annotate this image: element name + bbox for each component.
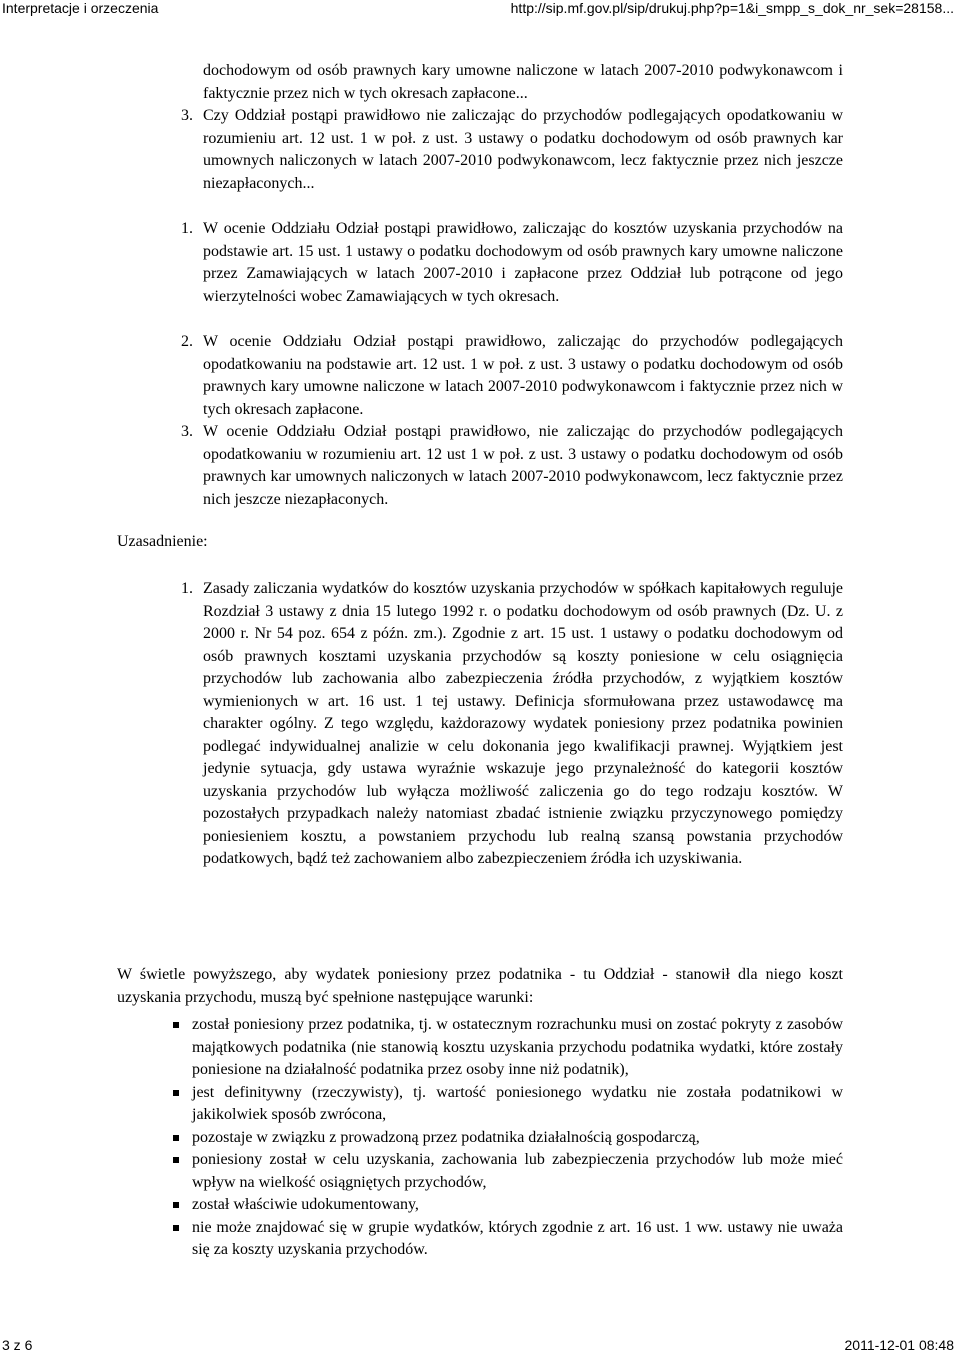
question-2-tail: dochodowym od osób prawnych kary umowne naliczone w latach 2007-2010 podwykonawcom i faktycznie przez nich w tych okresach zapłacone...: [203, 62, 843, 102]
condition-item: został właściwie udokumentowany,: [173, 1194, 843, 1217]
bullet-icon: [173, 1022, 179, 1028]
footer-page-number: 3 z 6: [2, 1337, 33, 1353]
justification-label: Uzasadnienie:: [117, 533, 208, 550]
bullet-icon: [173, 1202, 179, 1208]
condition-item: poniesiony został w celu uzyskania, zachowania lub zabezpieczenia przychodów lub może mieć wpływ na wielkość osiągniętych przychodów,: [173, 1149, 843, 1194]
position-1-number: 1.: [181, 220, 193, 237]
condition-item: został poniesiony przez podatnika, tj. w ostatecznym rozrachunku musi on zostać pokryty z zasobów majątkowych podatnika (nie stanowią kosztu uzyskania przychodu podatnika wydatki, które zostały poniesione na działalność podatnika przez osoby inne niż podatnik),: [173, 1014, 843, 1082]
header-url: http://sip.mf.gov.pl/sip/drukuj.php?p=1&i_smpp_s_dok_nr_sek=28158...: [510, 0, 954, 16]
position-1-text: W ocenie Oddziału Odział postąpi prawidłowo, zaliczając do kosztów uzyskania przychodów na podstawie art. 15 ust. 1 ustawy o podatku dochodowym od osób prawnych kary umowne naliczone przez Zamawiających w latach 2007-2010 i zapłacone przez Oddział lub potrącone od jego wierzytelności wobec Zamawiających w tych okresach.: [203, 220, 843, 305]
bullet-icon: [173, 1225, 179, 1231]
position-2-text: W ocenie Oddziału Odział postąpi prawidłowo, zaliczając do przychodów podlegających opodatkowaniu na podstawie art. 12 ust. 1 w poł. z ust. 3 ustawy o podatku dochodowym od osób prawnych kary umowne naliczone w latach 2007-2010 podwykonawcom i faktycznie przez nich w tych okresach zapłacone.: [203, 333, 843, 418]
bullet-icon: [173, 1135, 179, 1141]
justification-point-1-number: 1.: [181, 580, 193, 597]
bullet-icon: [173, 1090, 179, 1096]
conditions-intro: W świetle powyższego, aby wydatek poniesiony przez podatnika - tu Oddział - stanowił dla niego koszt uzyskania przychodu, muszą być spełnione następujące warunki:: [117, 966, 843, 1006]
footer-timestamp: 2011-12-01 08:48: [844, 1337, 954, 1353]
header-site-title: Interpretacje i orzeczenia: [2, 0, 159, 16]
condition-item: nie może znajdować się w grupie wydatków, których zgodnie z art. 16 ust. 1 ww. ustawy nie uważa się za koszty uzyskania przychodów.: [173, 1217, 843, 1262]
position-2-number: 2.: [181, 333, 193, 350]
position-3-text: W ocenie Oddziału Odział postąpi prawidłowo, nie zaliczając do przychodów podlegających opodatkowaniu w rozumieniu art. 12 ust 1 w poł. z ust. 3 ustawy o podatku dochodowym od osób prawnych kar umownych naliczonych w latach 2007-2010 podwykonawcom, lecz faktycznie przez nich jeszcze niezapłaconych.: [203, 423, 843, 508]
justification-point-1-text: Zasady zaliczania wydatków do kosztów uzyskania przychodów w spółkach kapitałowych reguluje Rozdział 3 ustawy z dnia 15 lutego 1992 r. o podatku dochodowym od osób prawnych (Dz. U. z 2000 r. Nr 54 poz. 654 z późn. zm.). Zgodnie z art. 15 ust. 1 ustawy o podatku dochodowym od osób prawnych kosztami uzyskania przychodów są koszty poniesione w celu osiągnięcia przychodów lub zachowania albo zabezpieczenia źródła przychodów, z wyjątkiem kosztów wymienionych w art. 16 ust. 1 tej ustawy. Definicja sformułowana przez ustawodawcę ma charakter ogólny. Z tego względu, każdorazowy wydatek poniesiony przez podatnika powinien podlegać indywidualnej analizie w celu dokonania jego kwalifikacji prawnej. Wyjątkiem jest jedynie sytuacja, gdy ustawa wyraźnie wskazuje jego przynależność do kategorii kosztów uzyskania przychodów lub wyłącza możliwość zaliczenia go do tego rodzaju kosztów. W pozostałych przypadkach należy natomiast zbadać istnienie związku przyczynowego pomiędzy poniesieniem kosztu, a powstaniem przychodu lub realną szansą powstania przychodów podatkowych, bądź też zachowaniem albo zabezpieczeniem źródła ich uzyskiwania.: [203, 580, 843, 867]
question-3-text: Czy Oddział postąpi prawidłowo nie zaliczając do przychodów podlegających opodatkowaniu w rozumieniu art. 12 ust. 1 w poł. z ust. 3 ustawy o podatku dochodowym od osób prawnych kar umownych naliczonych w latach 2007-2010 podwykonawcom, lecz faktycznie przez nich jeszcze niezapłaconych...: [203, 107, 843, 192]
condition-item: jest definitywny (rzeczywisty), tj. wartość poniesionego wydatku nie została podatnikowi w jakikolwiek sposób zwrócona,: [173, 1082, 843, 1127]
condition-item: pozostaje w związku z prowadzoną przez podatnika działalnością gospodarczą,: [173, 1127, 843, 1150]
position-3-number: 3.: [181, 423, 193, 440]
conditions-list: [173, 1014, 843, 1262]
bullet-icon: [173, 1157, 179, 1163]
question-3-number: 3.: [181, 107, 193, 124]
